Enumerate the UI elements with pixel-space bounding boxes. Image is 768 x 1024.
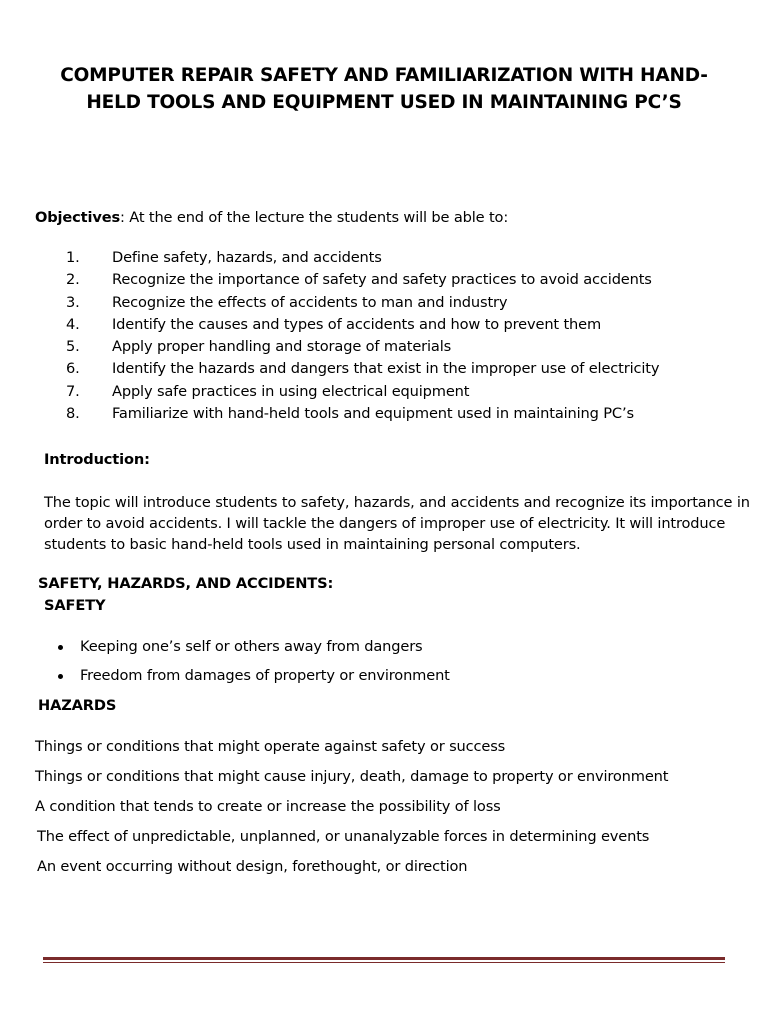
objective-text: Familiarize with hand-held tools and equipment used in maintaining PC’s [112, 405, 634, 423]
objective-text: Apply proper handling and storage of materials [112, 338, 452, 356]
objective-number: 8. [66, 405, 80, 423]
safety-bullet-text: Keeping one’s self or others away from dangers [80, 638, 423, 655]
introduction-line: The topic will introduce students to safety, hazards, and accidents and recognize its importance in [44, 494, 750, 511]
objective-text: Identify the hazards and dangers that exist in the improper use of electricity [112, 360, 660, 378]
hazard-definition: Things or conditions that might operate against safety or success [35, 738, 506, 755]
hazard-definition: Things or conditions that might cause injury, death, damage to property or environment [35, 768, 669, 785]
objective-number: 6. [66, 360, 80, 378]
introduction-line: students to basic hand-held tools used in maintaining personal computers. [44, 536, 581, 553]
objective-number: 7. [66, 382, 80, 400]
title-line-2: HELD TOOLS AND EQUIPMENT USED IN MAINTAINING PC’S [86, 92, 682, 113]
introduction-line: order to avoid accidents. I will tackle the dangers of improper use of electricity. It will introduce [44, 515, 726, 532]
hazard-definition: The effect of unpredictable, unplanned, or unanalyzable forces in determining events [37, 828, 650, 845]
hazard-definition: An event occurring without design, forethought, or direction [37, 858, 468, 875]
hazards-heading: HAZARDS [38, 697, 117, 714]
objective-text: Identify the causes and types of accidents and how to prevent them [112, 315, 602, 333]
introduction-heading: Introduction: [44, 451, 150, 468]
objective-number: 3. [66, 293, 80, 311]
objectives-intro: : At the end of the lecture the students will be able to: [119, 209, 509, 226]
safety-bullet-text: Freedom from damages of property or environment [80, 667, 450, 684]
objective-number: 5. [66, 338, 80, 356]
objective-text: Apply safe practices in using electrical equipment [112, 382, 470, 400]
objective-number: 4. [66, 315, 80, 333]
bullet-icon [58, 674, 63, 679]
bullet-icon [58, 645, 63, 650]
introduction-paragraph [44, 492, 750, 555]
footer-rule-thick [43, 957, 725, 960]
objective-number: 1. [66, 249, 80, 266]
objective-number: 2. [66, 271, 80, 289]
safety-heading: SAFETY [44, 597, 106, 614]
objectives-paragraph [35, 209, 508, 227]
page-title [30, 62, 738, 116]
objective-text: Recognize the effects of accidents to man and industry [112, 293, 508, 311]
footer-rule-thin [43, 962, 725, 963]
title-line-1: COMPUTER REPAIR SAFETY AND FAMILIARIZATION WITH HAND- [60, 65, 708, 86]
hazard-definition: A condition that tends to create or increase the possibility of loss [35, 798, 501, 815]
safety-hazards-accidents-heading: SAFETY, HAZARDS, AND ACCIDENTS: [38, 575, 334, 592]
objective-text: Recognize the importance of safety and safety practices to avoid accidents [112, 271, 652, 289]
objective-text: Define safety, hazards, and accidents [112, 249, 382, 266]
objectives-label: Objectives [35, 209, 120, 226]
